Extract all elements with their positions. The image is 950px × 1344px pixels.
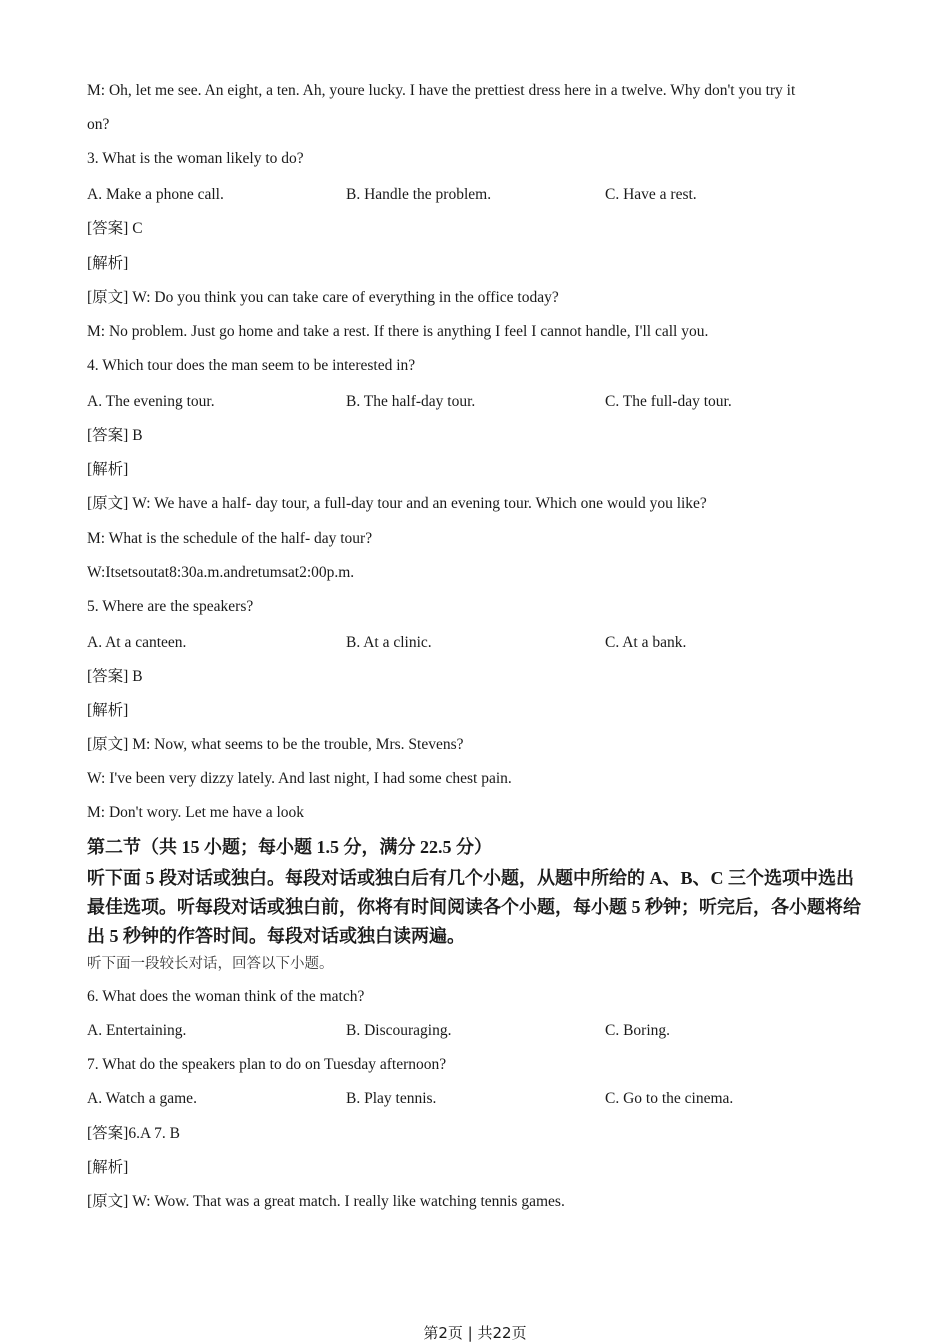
option-c: C. Have a rest.: [605, 186, 697, 203]
page-footer: 第2页 | 共22页: [423, 1324, 527, 1342]
question-5: 5. Where are the speakers?: [87, 598, 254, 615]
option-c: C. Boring.: [605, 1022, 671, 1039]
question-6: 6. What does the woman think of the match?: [87, 988, 365, 1005]
question-4: 4. Which tour does the man seem to be interested in?: [87, 357, 416, 374]
option-a: A. Entertaining.: [87, 1022, 187, 1039]
transcript-line: on?: [87, 116, 110, 133]
answer-label: [答案] C: [87, 220, 143, 237]
transcript-line: [原文] W: Do you think you can take care of everything in the office today?: [87, 289, 559, 306]
option-a: A. The evening tour.: [87, 393, 215, 410]
transcript-line: [原文] W: Wow. That was a great match. I really like watching tennis games.: [87, 1193, 565, 1210]
answer-label: [答案]6.A 7. B: [87, 1125, 181, 1142]
explanation-label: [解析]: [87, 702, 129, 719]
transcript-line: [原文] W: We have a half- day tour, a full-day tour and an evening tour. Which one would you like?: [87, 495, 707, 512]
question-3: 3. What is the woman likely to do?: [87, 150, 304, 167]
section-title: 第二节（共 15 小题；每小题 1.5 分，满分 22.5 分）: [87, 837, 492, 857]
option-b: B. The half-day tour.: [346, 393, 476, 410]
transcript-line: M: Don't wory. Let me have a look: [87, 804, 305, 821]
option-a: A. At a canteen.: [87, 634, 187, 651]
option-c: C. The full-day tour.: [605, 393, 732, 410]
transcript-line: M: Oh, let me see. An eight, a ten. Ah, youre lucky. I have the prettiest dress here in a twelve. Why don't you try it: [87, 82, 796, 99]
answer-label: [答案] B: [87, 668, 143, 685]
option-b: B. Discouraging.: [346, 1022, 452, 1039]
transcript-line: M: No problem. Just go home and take a rest. If there is anything I feel I cannot handle, I'll call you.: [87, 323, 709, 340]
option-c: C. Go to the cinema.: [605, 1090, 734, 1107]
transcript-line: W:Itsetsoutat8:30a.m.andretumsat2:00p.m.: [87, 564, 355, 581]
transcript-line: [原文] M: Now, what seems to be the trouble, Mrs. Stevens?: [87, 736, 464, 753]
explanation-label: [解析]: [87, 461, 129, 478]
section-note: 听下面一段较长对话，回答以下小题。: [87, 956, 334, 972]
explanation-label: [解析]: [87, 255, 129, 272]
explanation-label: [解析]: [87, 1159, 129, 1176]
option-c: C. At a bank.: [605, 634, 687, 651]
transcript-line: W: I've been very dizzy lately. And last night, I had some chest pain.: [87, 770, 512, 787]
option-b: B. At a clinic.: [346, 634, 432, 651]
option-b: B. Play tennis.: [346, 1090, 437, 1107]
answer-label: [答案] B: [87, 427, 143, 444]
option-a: A. Make a phone call.: [87, 186, 224, 203]
question-7: 7. What do the speakers plan to do on Tuesday afternoon?: [87, 1056, 447, 1073]
transcript-line: M: What is the schedule of the half- day tour?: [87, 530, 373, 547]
option-b: B. Handle the problem.: [346, 186, 492, 203]
option-a: A. Watch a game.: [87, 1090, 197, 1107]
section-instructions: 听下面 5 段对话或独白。每段对话或独白后有几个小题，从题中所给的 A、B、C 三个选项中选出最佳选项。听每段对话或独白前，你将有时间阅读各个小题，每小题 5 秒钟；听完后，各小题将给出 5 秒钟的作答时间。每段对话或独白读两遍。: [87, 868, 861, 946]
